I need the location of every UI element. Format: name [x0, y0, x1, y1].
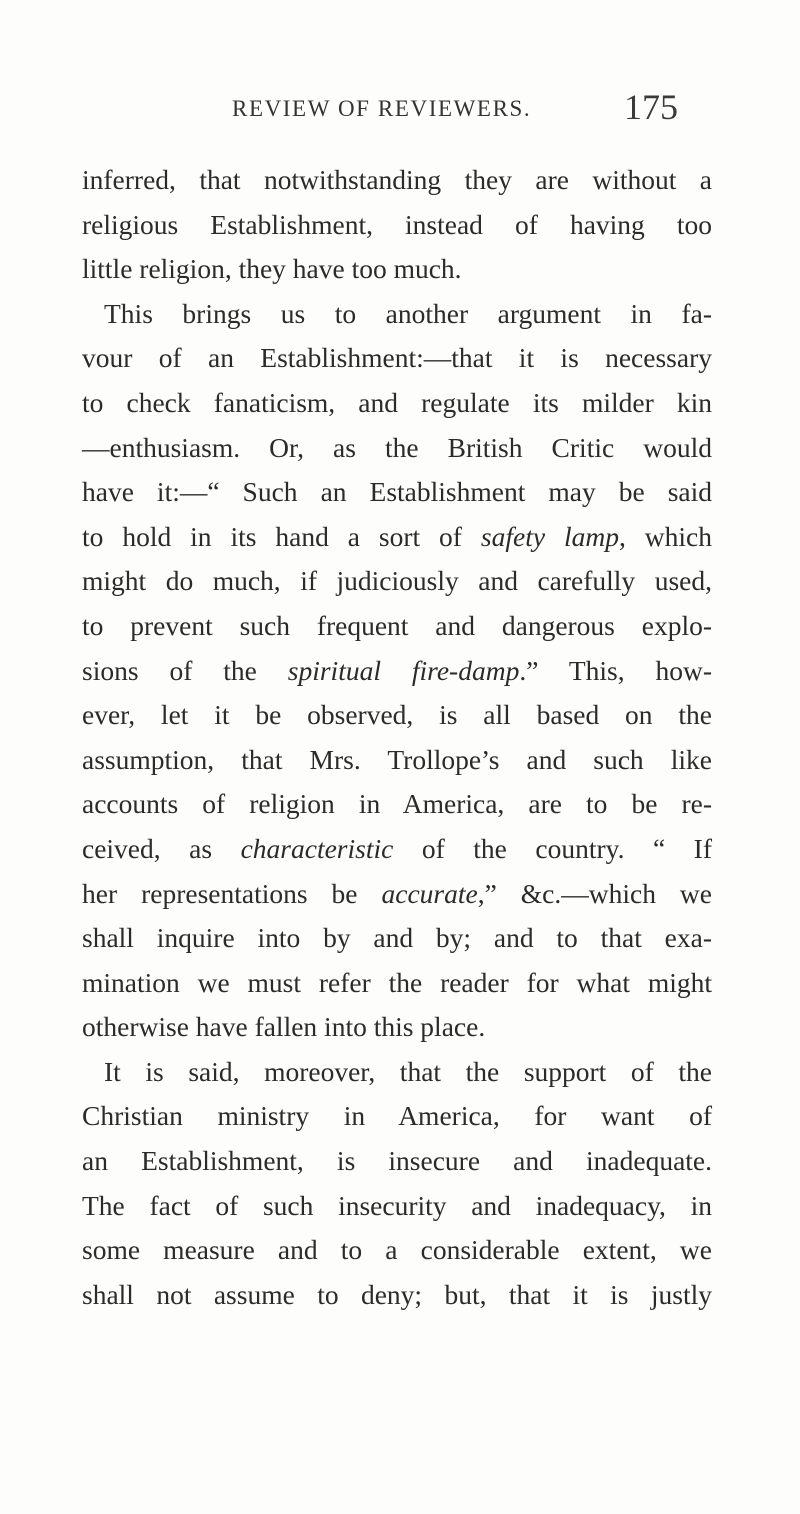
text-segment: sions of the [82, 654, 288, 686]
text-segment: of the country. “ If [393, 832, 713, 864]
text-segment: an Establishment, is insecure and inadequate. [82, 1145, 712, 1177]
text-line [82, 470, 712, 515]
text-line [82, 827, 712, 872]
text-segment: some measure and to a considerable extent, we [82, 1234, 712, 1266]
text-line [82, 1094, 712, 1139]
text-segment: —enthusiasm. Or, as the British Critic would [82, 431, 712, 463]
text-line [82, 1273, 712, 1318]
text-line [82, 872, 712, 917]
text-segment: mination we must refer the reader for what might [82, 966, 712, 998]
text-segment: shall inquire into by and by; and to that exa- [82, 922, 712, 954]
text-segment: .” This, how- [519, 654, 712, 686]
text-segment: accounts of religion in America, are to be re- [82, 788, 712, 820]
text-segment: her representations be [82, 877, 382, 909]
body-text [82, 158, 712, 1317]
text-line [82, 1050, 712, 1095]
text-segment: little religion, they have too much. [82, 253, 462, 285]
text-line [82, 381, 712, 426]
text-segment: religious Establishment, instead of having too [82, 208, 712, 240]
text-line [82, 916, 712, 961]
text-segment: might do much, if judiciously and carefully used, [82, 565, 712, 597]
text-segment: to prevent such frequent and dangerous explo- [82, 609, 712, 641]
text-line [82, 782, 712, 827]
text-line [82, 604, 712, 649]
text-line [82, 247, 712, 292]
text-segment: otherwise have fallen into this place. [82, 1011, 486, 1043]
text-segment: to check fanaticism, and regulate its milder kin [82, 386, 712, 418]
running-head: REVIEW OF REVIEWERS. [232, 96, 532, 121]
page-number: 175 [624, 87, 678, 127]
text-segment: ever, let it be observed, is all based on the [82, 699, 712, 731]
text-segment: shall not assume to deny; but, that it is justly [82, 1278, 712, 1310]
text-line [82, 1139, 712, 1184]
text-line [82, 693, 712, 738]
text-segment: have it:—“ Such an Establishment may be said [82, 476, 712, 508]
italic-text: safety lamp [480, 520, 619, 552]
text-line [82, 1005, 712, 1050]
italic-text: accurate [381, 877, 478, 909]
italic-text: spiritual fire-damp [287, 654, 520, 686]
text-segment: ,” &c.—which we [477, 877, 712, 909]
text-line [82, 203, 712, 248]
text-line [82, 738, 712, 783]
text-segment: This brings us to another argument in fa- [104, 297, 712, 329]
text-segment: , which [618, 520, 712, 552]
text-segment: assumption, that Mrs. Trollope’s and such like [82, 743, 712, 775]
text-line [82, 961, 712, 1006]
italic-text: characteristic [240, 832, 394, 864]
text-segment: It is said, moreover, that the support of the [104, 1055, 712, 1087]
text-line [82, 292, 712, 337]
text-line [82, 158, 712, 203]
text-segment: Christian ministry in America, for want of [82, 1100, 712, 1132]
page-header [0, 87, 800, 136]
text-line [82, 336, 712, 381]
text-segment: vour of an Establishment:—that it is necessary [82, 342, 712, 374]
text-segment: inferred, that notwithstanding they are without a [82, 164, 712, 195]
text-line [82, 559, 712, 604]
text-segment: The fact of such insecurity and inadequacy, in [82, 1189, 712, 1221]
text-segment: to hold in its hand a sort of [82, 520, 481, 552]
text-line [82, 1184, 712, 1229]
text-segment: ceived, as [82, 832, 241, 864]
text-line [82, 1228, 712, 1273]
text-line [82, 426, 712, 471]
text-line [82, 515, 712, 560]
text-line [82, 649, 712, 694]
